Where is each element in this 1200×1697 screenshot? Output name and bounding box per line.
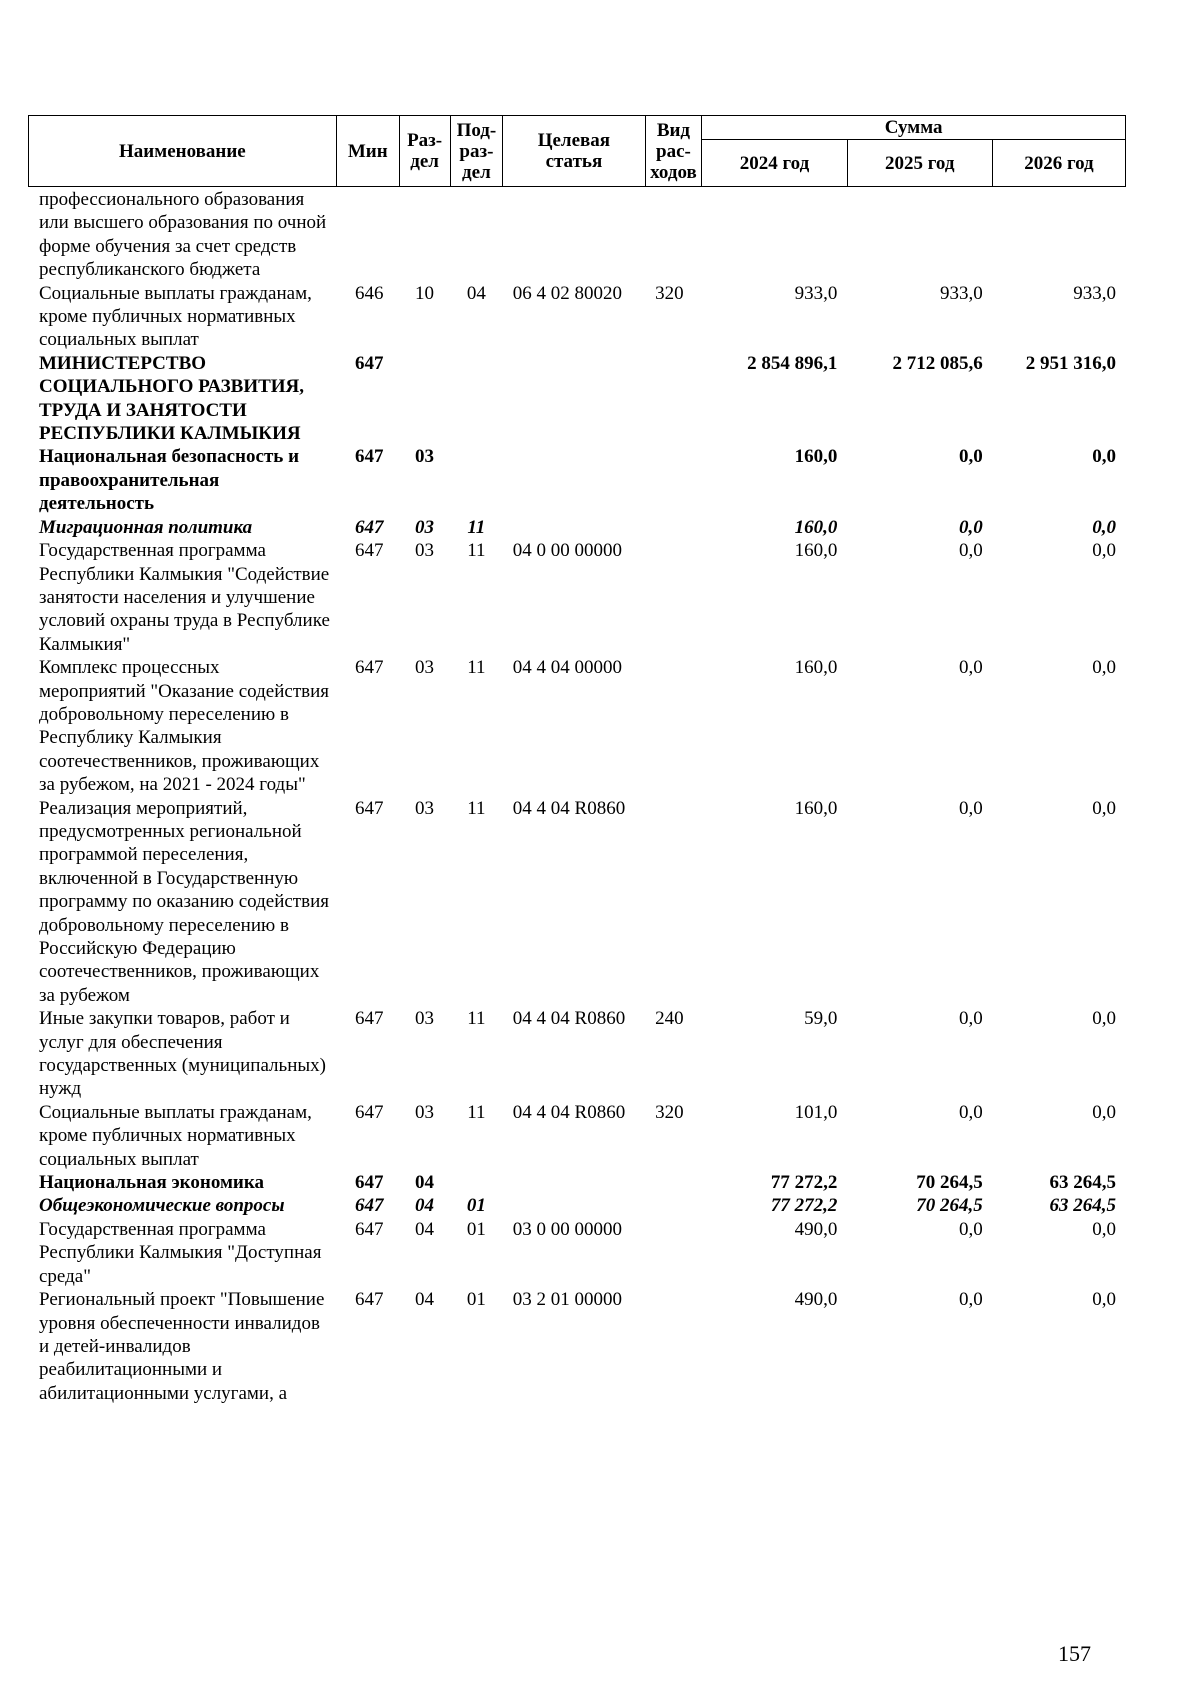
- table-rows: [28, 188, 1126, 1405]
- table-row: [28, 188, 1126, 282]
- cell-vid: [645, 1288, 702, 1405]
- cell-min: 647: [355, 657, 384, 679]
- cell-razdel: [399, 188, 450, 282]
- cell-sum-2026: 0,0: [1092, 516, 1116, 538]
- cell-vid: 320: [655, 282, 684, 304]
- cell-podrazdel: 11: [467, 1008, 486, 1030]
- cell-name: Комплекс процессных мероприятий "Оказание содействия добровольному переселению в Республику Калмыкия соотечественников, проживающих за рубежом, на 2021 - 2024 годы": [39, 657, 330, 796]
- cell-celevaya: 04 0 00 00000: [512, 540, 623, 562]
- cell-sum-2025: 0,0: [959, 1008, 983, 1030]
- cell-celevaya: 04 4 04 00000: [512, 657, 623, 679]
- cell-razdel: 10: [414, 282, 434, 304]
- cell-sum-2024: 933,0: [794, 282, 838, 304]
- cell-sum-2026: 0,0: [1092, 1289, 1116, 1311]
- cell-celevaya: [503, 352, 645, 446]
- table-row: [28, 1218, 1126, 1288]
- cell-sum-2025: 0,0: [959, 540, 983, 562]
- cell-name: Региональный проект "Повышение уровня обеспеченности инвалидов и детей-инвалидов реабилитационными и абилитационными услугами, а: [39, 1289, 325, 1404]
- cell-name: Социальные выплаты гражданам, кроме публичных нормативных социальных выплат: [39, 282, 312, 351]
- cell-podrazdel: [450, 445, 503, 515]
- table-header: [28, 115, 1126, 187]
- table-row: [28, 445, 1126, 515]
- cell-min: 647: [355, 1172, 384, 1194]
- cell-podrazdel: 11: [467, 540, 486, 562]
- cell-min: 647: [355, 1289, 384, 1311]
- cell-name: Иные закупки товаров, работ и услуг для обеспечения государственных (муниципальных) нужд: [39, 1008, 326, 1100]
- table-row: [28, 516, 1126, 539]
- table-row: [28, 1007, 1126, 1101]
- cell-sum-2024: 77 272,2: [770, 1172, 838, 1194]
- cell-razdel: [399, 352, 450, 446]
- cell-sum-2024: [702, 188, 847, 282]
- cell-razdel: 03: [414, 1008, 434, 1030]
- cell-razdel: 04: [414, 1289, 434, 1311]
- cell-name: Национальная безопасность и правоохранительная деятельность: [39, 446, 300, 515]
- table-body: [28, 188, 1126, 1405]
- cell-vid: [645, 516, 702, 539]
- cell-celevaya: 04 4 04 R0860: [512, 797, 626, 819]
- cell-vid: [645, 352, 702, 446]
- cell-podrazdel: [450, 352, 503, 446]
- cell-sum-2026: 63 264,5: [1049, 1172, 1116, 1194]
- cell-vid: [645, 539, 702, 656]
- cell-podrazdel: 11: [467, 516, 486, 538]
- cell-sum-2025: 0,0: [959, 657, 983, 679]
- cell-sum-2024: 160,0: [794, 797, 838, 819]
- cell-podrazdel: [450, 1171, 503, 1194]
- cell-podrazdel: 11: [467, 1101, 486, 1123]
- cell-podrazdel: 01: [466, 1218, 486, 1240]
- cell-vid: [645, 797, 702, 1008]
- cell-podrazdel: 11: [467, 657, 486, 679]
- cell-sum-2026: 2 951 316,0: [1025, 352, 1116, 374]
- table-row: [28, 1194, 1126, 1217]
- cell-sum-2026: 0,0: [1092, 446, 1116, 468]
- cell-sum-2025: 933,0: [940, 282, 983, 304]
- cell-sum-2025: 70 264,5: [916, 1172, 983, 1194]
- cell-podrazdel: 01: [466, 1195, 486, 1217]
- cell-podrazdel: 01: [466, 1289, 486, 1311]
- header-podrazdel: Под- раз- дел: [450, 116, 503, 187]
- cell-sum-2024: 160,0: [794, 540, 838, 562]
- cell-razdel: 03: [414, 797, 434, 819]
- cell-celevaya: [503, 1171, 645, 1194]
- cell-name: Государственная программа Республики Калмыкия "Содействие занятости населения и улучшение условий охраны труда в Республике Калмыкия": [39, 540, 330, 655]
- cell-sum-2024: 2 854 896,1: [747, 352, 838, 374]
- cell-razdel: 03: [414, 1101, 434, 1123]
- cell-min: 647: [355, 1195, 384, 1217]
- cell-celevaya: 03 0 00 00000: [512, 1218, 623, 1240]
- page-number: 157: [1058, 1641, 1091, 1666]
- cell-sum-2024: 160,0: [794, 446, 838, 468]
- cell-vid: 320: [655, 1101, 684, 1123]
- header-year-2025: 2025 год: [847, 140, 992, 187]
- cell-vid: [645, 1194, 702, 1217]
- cell-podrazdel: [450, 188, 503, 282]
- cell-min: 646: [355, 282, 384, 304]
- cell-sum-2024: 490,0: [794, 1218, 838, 1240]
- cell-sum-2024: 101,0: [794, 1101, 838, 1123]
- cell-sum-2025: 0,0: [959, 446, 983, 468]
- cell-min: 647: [355, 1101, 384, 1123]
- header-razdel: Раз- дел: [399, 116, 450, 187]
- cell-name: Государственная программа Республики Калмыкия "Доступная среда": [39, 1218, 322, 1287]
- cell-sum-2026: 0,0: [1092, 540, 1116, 562]
- cell-sum-2026: 0,0: [1092, 1218, 1116, 1240]
- cell-name: Общеэкономические вопросы: [39, 1195, 285, 1217]
- cell-sum-2026: 0,0: [1092, 797, 1116, 819]
- cell-min: 647: [355, 1218, 384, 1240]
- cell-sum-2026: 933,0: [1073, 282, 1116, 304]
- table-row: [28, 282, 1126, 352]
- cell-celevaya: 03 2 01 00000: [512, 1289, 623, 1311]
- cell-name: МИНИСТЕРСТВО СОЦИАЛЬНОГО РАЗВИТИЯ, ТРУДА И ЗАНЯТОСТИ РЕСПУБЛИКИ КАЛМЫКИЯ: [39, 352, 305, 445]
- cell-razdel: 03: [414, 516, 434, 538]
- cell-celevaya: [503, 516, 645, 539]
- table-row: [28, 1288, 1126, 1405]
- cell-vid: [645, 1218, 702, 1288]
- cell-sum-2026: 63 264,5: [1049, 1195, 1116, 1217]
- cell-celevaya: [503, 1194, 645, 1217]
- cell-razdel: 04: [414, 1172, 434, 1194]
- header-year-2026: 2026 год: [992, 140, 1125, 187]
- header-celevaya: Целевая статья: [503, 116, 645, 187]
- cell-name: Социальные выплаты гражданам, кроме публичных нормативных социальных выплат: [39, 1101, 312, 1170]
- cell-min: 647: [355, 446, 384, 468]
- cell-razdel: 03: [414, 657, 434, 679]
- cell-min: 647: [355, 540, 384, 562]
- cell-sum-2026: 0,0: [1092, 1008, 1116, 1030]
- cell-sum-2025: 0,0: [959, 1101, 983, 1123]
- cell-sum-2026: 0,0: [1092, 657, 1116, 679]
- cell-podrazdel: 04: [466, 282, 486, 304]
- cell-min: 647: [355, 1008, 384, 1030]
- cell-vid: 240: [655, 1008, 684, 1030]
- table-row: [28, 797, 1126, 1008]
- cell-sum-2025: 0,0: [959, 797, 983, 819]
- cell-vid: [645, 445, 702, 515]
- cell-sum-2024: 160,0: [794, 516, 838, 538]
- cell-razdel: 04: [414, 1195, 434, 1217]
- cell-razdel: 03: [414, 540, 434, 562]
- cell-celevaya: 06 4 02 80020: [512, 282, 623, 304]
- cell-sum-2024: 160,0: [794, 657, 838, 679]
- header-min: Мин: [336, 116, 399, 187]
- cell-min: 647: [355, 797, 384, 819]
- cell-sum-2025: 0,0: [959, 1289, 983, 1311]
- header-vid: Вид рас- ходов: [645, 116, 702, 187]
- cell-sum-2025: 0,0: [959, 516, 983, 538]
- cell-name: Миграционная политика: [39, 516, 253, 538]
- cell-sum-2025: 70 264,5: [916, 1195, 983, 1217]
- cell-sum-2025: 2 712 085,6: [892, 352, 983, 374]
- header-summa: Сумма: [702, 116, 1126, 140]
- cell-podrazdel: 11: [467, 797, 486, 819]
- cell-min: 647: [355, 516, 384, 538]
- cell-vid: [645, 188, 702, 282]
- header-year-2024: 2024 год: [702, 140, 847, 187]
- cell-min: [336, 188, 399, 282]
- cell-min: 647: [355, 352, 384, 374]
- cell-celevaya: [503, 188, 645, 282]
- table-row: [28, 656, 1126, 796]
- cell-name: Реализация мероприятий, предусмотренных региональной программой переселения, включенной в Государственную программу по оказанию содействия добровольному переселению в Российскую Федерацию соотечественников, проживающих за рубежом: [39, 797, 329, 1006]
- header-name: Наименование: [29, 116, 337, 187]
- cell-sum-2025: 0,0: [959, 1218, 983, 1240]
- cell-sum-2026: 0,0: [1092, 1101, 1116, 1123]
- cell-sum-2024: 77 272,2: [770, 1195, 838, 1217]
- cell-sum-2026: [993, 188, 1126, 282]
- cell-sum-2024: 59,0: [804, 1008, 838, 1030]
- cell-celevaya: 04 4 04 R0860: [512, 1101, 626, 1123]
- table-row: [28, 352, 1126, 446]
- cell-name: Национальная экономика: [39, 1172, 265, 1194]
- cell-vid: [645, 656, 702, 796]
- cell-sum-2024: 490,0: [794, 1289, 838, 1311]
- cell-razdel: 04: [414, 1218, 434, 1240]
- cell-vid: [645, 1171, 702, 1194]
- cell-celevaya: 04 4 04 R0860: [512, 1008, 626, 1030]
- table-row: [28, 539, 1126, 656]
- table-row: [28, 1101, 1126, 1171]
- cell-razdel: 03: [414, 446, 434, 468]
- table-row: [28, 1171, 1126, 1194]
- cell-name: профессионального образования или высшего образования по очной форме обучения за счет средств республиканского бюджета: [39, 189, 327, 281]
- cell-celevaya: [503, 445, 645, 515]
- cell-sum-2025: [847, 188, 992, 282]
